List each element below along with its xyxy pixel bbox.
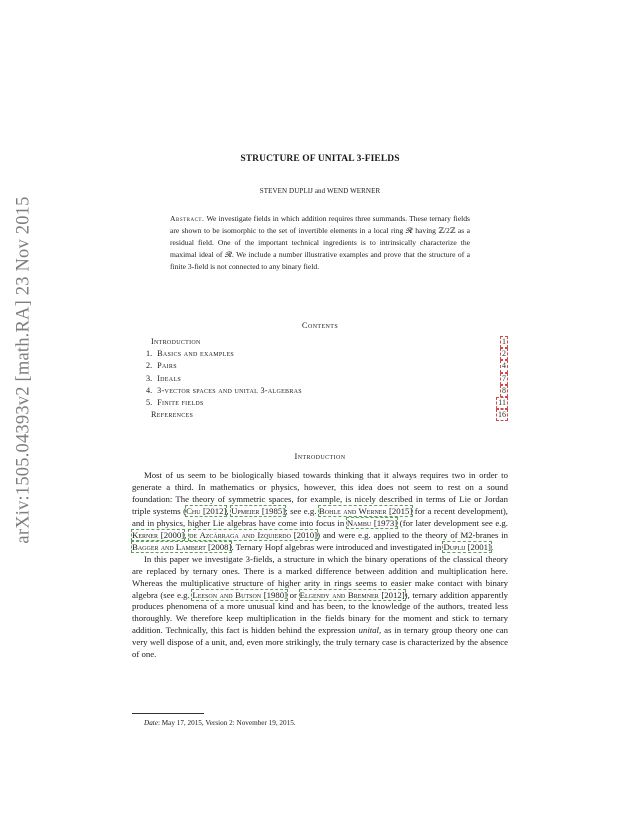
citation-link[interactable]: Upmeier [1985] xyxy=(231,505,286,516)
toc-label[interactable]: References xyxy=(151,410,194,420)
toc-page-link[interactable]: 8 xyxy=(500,385,508,397)
table-of-contents xyxy=(146,336,508,421)
abstract-label: Abstract. xyxy=(170,214,205,223)
toc-entry[interactable] xyxy=(146,409,508,421)
abstract-text: We investigate fields in which addition requires three summands. These ternary fields are shown to be isomorphic to the set of invertible elements in a local ring 𝓡 having ℤ/2ℤ as a residual field. One of the important technical ingredients is to intrinsically characterize the maximal ideal of 𝓡. We include a number illustrative examples and prove that the structure of a finite 3-field is not connected to any binary field. xyxy=(170,214,470,271)
citation-link[interactable]: Duplij [2001] xyxy=(443,541,491,552)
text-run: , as in ternary group theory one can very well dispose of a unit, and, even more strikingly, the truly ternary case is characterized by the absence of one. xyxy=(132,625,508,660)
text-run: or xyxy=(287,589,300,600)
text-run: , xyxy=(226,505,232,516)
citation-link[interactable]: Chu [2012] xyxy=(186,505,227,516)
paper-title: STRUCTURE OF UNITAL 3-FIELDS xyxy=(240,154,400,164)
footnote-label: Date xyxy=(144,719,158,727)
text-run: ; see e.g. xyxy=(285,505,319,516)
toc-entry[interactable] xyxy=(146,373,508,385)
contents-heading: Contents xyxy=(301,320,339,330)
text-run: (for later development see e.g. xyxy=(397,517,508,528)
toc-number: 2. xyxy=(146,361,153,371)
toc-number: 3. xyxy=(146,373,153,383)
text-run: ), ternary addition apparently produces phenomena of a more unusual kind and has been, to the knowledge of the authors, treated less thoroughly. We therefore keep multiplication in the fields binary for the moment and stick to ternary addition. Technically, this fact is hidden behind the expression xyxy=(132,589,509,636)
citation-link[interactable]: de Azcárraga and Izquierdo [2010] xyxy=(189,529,318,540)
toc-page-link[interactable]: 11 xyxy=(496,397,508,409)
arxiv-sidebar xyxy=(4,150,44,590)
text-run: ) and were e.g. applied to the theory of M2-branes in xyxy=(317,529,508,540)
emphasis: unital xyxy=(358,625,379,636)
toc-number: 4. xyxy=(146,385,153,395)
text-run: . xyxy=(490,541,494,552)
introduction-heading: Introduction xyxy=(294,451,346,461)
text-run: , xyxy=(184,529,190,540)
paragraph xyxy=(132,470,508,554)
text-run: . Ternary Hopf algebras were introduced and investigated in xyxy=(231,541,444,552)
arxiv-identifier: arXiv:1505.04393v2 [math.RA] 23 Nov 2015 xyxy=(13,196,34,544)
text-run: for a recent development), and in physics, higher Lie algebras have come into focus in xyxy=(132,505,508,528)
toc-page-link[interactable]: 2 xyxy=(500,348,508,360)
toc-page-link[interactable]: 1 xyxy=(500,336,508,348)
toc-label[interactable]: Pairs xyxy=(157,361,177,371)
toc-entry[interactable] xyxy=(146,360,508,372)
toc-page-link[interactable]: 16 xyxy=(496,409,508,421)
toc-label[interactable]: Basics and examples xyxy=(157,349,235,359)
toc-entry[interactable] xyxy=(146,336,508,348)
text-run: Most of us seem to be biologically biased towards thinking that it always requires two in order to generate a third. In mathematics or physics, however, this idea does not seem to rest on a sound foundation: The theory of symmetric spaces, for example, is nicely described in terms of Lie or Jordan triple systems ( xyxy=(132,470,508,516)
paragraph xyxy=(132,554,508,662)
citation-link[interactable]: Kerner [2000] xyxy=(132,529,185,540)
citation-link[interactable]: Nambu [1973] xyxy=(346,517,398,528)
citation-link[interactable]: Leeson and Butson [1980] xyxy=(192,589,288,600)
toc-entry[interactable] xyxy=(146,348,508,360)
toc-label[interactable]: Introduction xyxy=(151,337,201,346)
toc-entry[interactable] xyxy=(146,397,508,409)
toc-label[interactable]: Ideals xyxy=(157,373,182,383)
introduction-body xyxy=(132,470,508,661)
toc-page-link[interactable]: 4 xyxy=(500,360,508,372)
toc-number: 5. xyxy=(146,398,153,408)
toc-page-link[interactable]: 7 xyxy=(500,373,508,385)
toc-label[interactable]: 3-vector spaces and unital 3-algebras xyxy=(157,385,302,395)
footnote xyxy=(144,719,296,727)
toc-entry[interactable] xyxy=(146,385,508,397)
footnote-divider xyxy=(132,713,204,714)
toc-label[interactable]: Finite fields xyxy=(157,398,204,408)
footnote-text: : May 17, 2015, Version 2: November 19, 2015. xyxy=(157,719,296,727)
citation-link[interactable]: Bohle and Werner [2015] xyxy=(318,505,413,516)
text-run: In this paper we investigate 3-fields, a structure in which the binary operations of the classical theory are replaced by ternary ones. There is a marked difference between addition and multiplication here. Whereas the multiplicative structure of higher arity in rings seems to easier make contact with binary algebra (see e.g. xyxy=(132,553,508,600)
citation-link[interactable]: Elgendy and Bremner [2012] xyxy=(299,589,405,600)
abstract xyxy=(170,213,470,273)
citation-link[interactable]: Bagger and Lambert [2008] xyxy=(132,541,232,552)
paper-authors: STEVEN DUPLIJ and WEND WERNER xyxy=(259,187,381,195)
toc-number: 1. xyxy=(146,349,153,359)
